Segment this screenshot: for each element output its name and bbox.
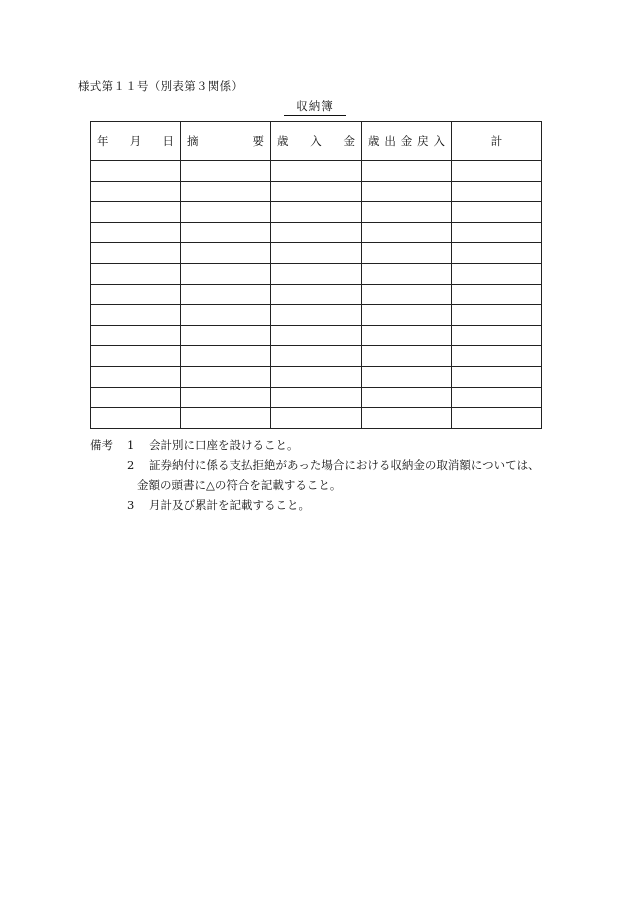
remarks-section [90, 435, 540, 515]
cell-refund[interactable] [362, 243, 452, 264]
table-row [91, 161, 542, 182]
cell-refund[interactable] [362, 284, 452, 305]
cell-refund[interactable] [362, 161, 452, 182]
column-header-date-label: 年 月 日 [97, 134, 174, 148]
cell-refund[interactable] [362, 202, 452, 223]
cell-total[interactable] [452, 222, 542, 243]
cell-date[interactable] [91, 366, 181, 387]
table-row [91, 305, 542, 326]
cell-date[interactable] [91, 243, 181, 264]
table-row [91, 408, 542, 429]
remark-continuation [90, 475, 540, 495]
form-number: 様式第１１号（別表第３関係） [78, 79, 244, 93]
cell-refund[interactable] [362, 366, 452, 387]
table-row [91, 263, 542, 284]
cell-revenue[interactable] [271, 243, 362, 264]
remark-item [90, 495, 540, 515]
cell-summary[interactable] [181, 325, 271, 346]
cell-total[interactable] [452, 202, 542, 223]
remark-text: 月計及び累計を記載すること。 [149, 498, 310, 512]
cell-revenue[interactable] [271, 346, 362, 367]
cell-refund[interactable] [362, 408, 452, 429]
column-header-refund [362, 122, 452, 161]
cell-date[interactable] [91, 408, 181, 429]
column-header-refund-label: 歳 出 金 戻 入 [368, 134, 445, 148]
cell-refund[interactable] [362, 346, 452, 367]
cell-total[interactable] [452, 263, 542, 284]
cell-refund[interactable] [362, 263, 452, 284]
ledger-table [90, 121, 542, 429]
cell-summary[interactable] [181, 366, 271, 387]
cell-refund[interactable] [362, 181, 452, 202]
document-title-wrapper [0, 98, 630, 116]
cell-summary[interactable] [181, 161, 271, 182]
remark-item [90, 435, 540, 455]
table-row [91, 284, 542, 305]
cell-total[interactable] [452, 161, 542, 182]
cell-summary[interactable] [181, 222, 271, 243]
column-header-revenue-label: 歳 入 金 [277, 134, 355, 148]
cell-revenue[interactable] [271, 284, 362, 305]
cell-summary[interactable] [181, 284, 271, 305]
remark-number: 2 [127, 458, 135, 472]
cell-revenue[interactable] [271, 161, 362, 182]
cell-date[interactable] [91, 284, 181, 305]
remark-number: 1 [127, 438, 135, 452]
cell-revenue[interactable] [271, 366, 362, 387]
table-row [91, 202, 542, 223]
cell-summary[interactable] [181, 202, 271, 223]
cell-date[interactable] [91, 346, 181, 367]
table-row [91, 181, 542, 202]
cell-total[interactable] [452, 387, 542, 408]
cell-total[interactable] [452, 243, 542, 264]
column-header-date [91, 122, 181, 161]
column-header-total-label: 計 [490, 134, 503, 148]
cell-summary[interactable] [181, 346, 271, 367]
cell-refund[interactable] [362, 305, 452, 326]
cell-total[interactable] [452, 366, 542, 387]
header-row [91, 122, 542, 161]
table-row [91, 222, 542, 243]
cell-total[interactable] [452, 325, 542, 346]
ledger-body [91, 161, 542, 429]
cell-summary[interactable] [181, 263, 271, 284]
cell-total[interactable] [452, 181, 542, 202]
cell-date[interactable] [91, 263, 181, 284]
cell-revenue[interactable] [271, 325, 362, 346]
remark-item [90, 455, 540, 475]
cell-total[interactable] [452, 346, 542, 367]
column-header-revenue [271, 122, 362, 161]
cell-revenue[interactable] [271, 202, 362, 223]
cell-refund[interactable] [362, 387, 452, 408]
cell-date[interactable] [91, 222, 181, 243]
cell-total[interactable] [452, 408, 542, 429]
column-header-total [452, 122, 542, 161]
cell-revenue[interactable] [271, 181, 362, 202]
table-row [91, 325, 542, 346]
remarks-heading: 備考 [90, 438, 113, 452]
cell-summary[interactable] [181, 243, 271, 264]
cell-revenue[interactable] [271, 387, 362, 408]
cell-date[interactable] [91, 161, 181, 182]
remark-number: 3 [127, 498, 135, 512]
table-row [91, 387, 542, 408]
cell-summary[interactable] [181, 181, 271, 202]
cell-total[interactable] [452, 284, 542, 305]
table-row [91, 243, 542, 264]
cell-date[interactable] [91, 305, 181, 326]
cell-date[interactable] [91, 325, 181, 346]
remark-text: 会計別に口座を設けること。 [149, 438, 299, 452]
cell-revenue[interactable] [271, 222, 362, 243]
remark-text: 証券納付に係る支払拒絶があった場合における収納金の取消額については、 [149, 458, 540, 472]
cell-date[interactable] [91, 181, 181, 202]
cell-summary[interactable] [181, 408, 271, 429]
cell-summary[interactable] [181, 305, 271, 326]
cell-total[interactable] [452, 305, 542, 326]
cell-date[interactable] [91, 202, 181, 223]
cell-summary[interactable] [181, 387, 271, 408]
table-row [91, 366, 542, 387]
cell-refund[interactable] [362, 325, 452, 346]
cell-refund[interactable] [362, 222, 452, 243]
cell-revenue[interactable] [271, 408, 362, 429]
cell-date[interactable] [91, 387, 181, 408]
document-title: 収納簿 [284, 98, 346, 116]
table-row [91, 346, 542, 367]
column-header-summary [181, 122, 271, 161]
column-header-summary-label: 摘 要 [187, 134, 264, 148]
cell-revenue[interactable] [271, 305, 362, 326]
cell-revenue[interactable] [271, 263, 362, 284]
remark-text: 金額の頭書に△の符合を記載すること。 [137, 478, 342, 492]
